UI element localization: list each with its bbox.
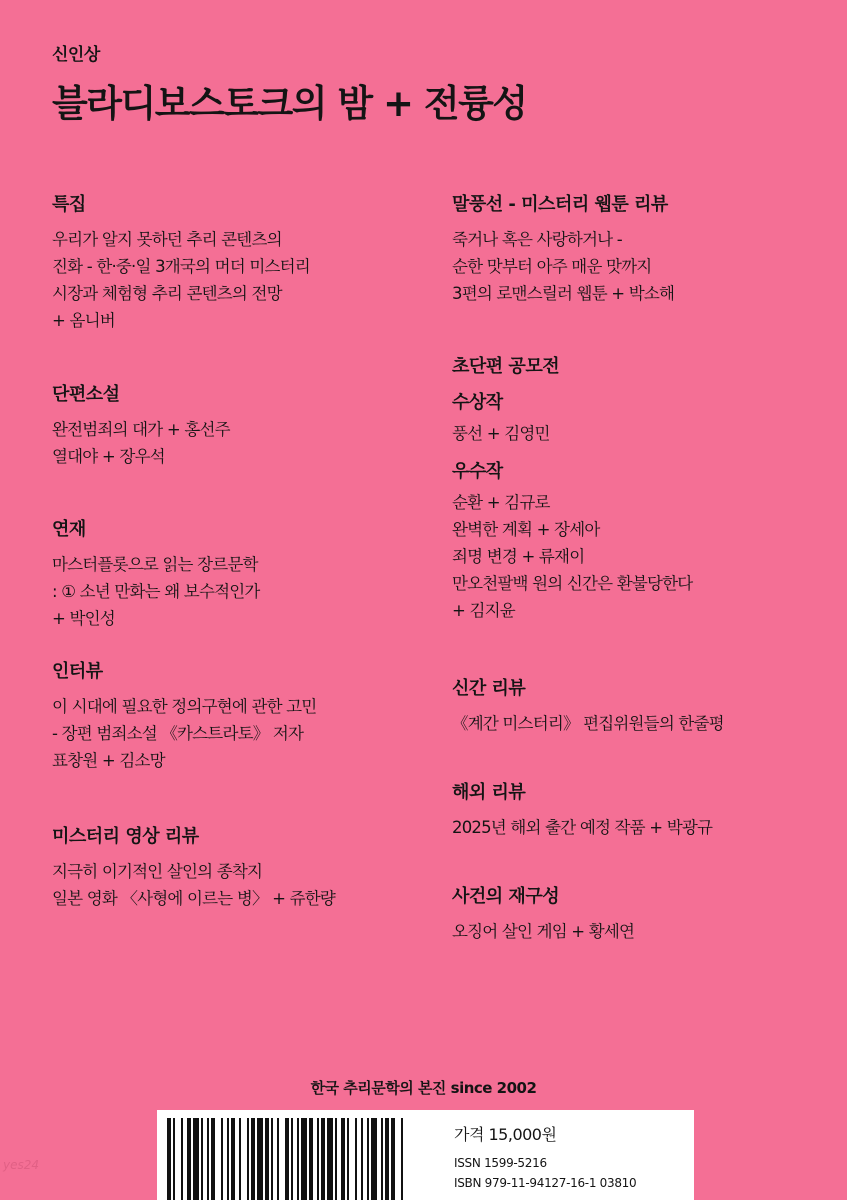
header bbox=[52, 40, 527, 127]
section-line: 《계간 미스터리》 편집위원들의 한줄평 bbox=[452, 714, 724, 733]
section-heading: 연재 bbox=[52, 519, 86, 540]
isbn-label: ISBN 979-11-94127-16-1 03810 bbox=[454, 1176, 637, 1190]
price-label: 가격 15,000원 bbox=[454, 1125, 557, 1144]
section-line: + 옴니버 bbox=[52, 311, 115, 330]
section-line: - 장편 범죄소설 《카스트라토》 저자 bbox=[52, 724, 304, 743]
section-heading: 미스터리 영상 리뷰 bbox=[52, 826, 199, 847]
section-line: 표창원 + 김소망 bbox=[52, 751, 165, 770]
section-line: + 김지윤 bbox=[452, 601, 515, 620]
section-line: 오징어 살인 게임 + 황세연 bbox=[452, 922, 635, 941]
section-heading: 특집 bbox=[52, 194, 86, 215]
section-line: 완벽한 계획 + 장세아 bbox=[452, 520, 600, 539]
section-new-book-review bbox=[452, 674, 724, 737]
issn-label: ISSN 1599-5216 bbox=[454, 1156, 547, 1170]
section-line: 풍선 + 김영민 bbox=[452, 424, 550, 443]
section-line: 순환 + 김규로 bbox=[452, 493, 550, 512]
section-line: + 박인성 bbox=[52, 609, 115, 628]
section-serial bbox=[52, 515, 260, 632]
section-heading: 신간 리뷰 bbox=[452, 678, 526, 699]
section-line: : ① 소년 만화는 왜 보수적인가 bbox=[52, 582, 260, 601]
section-line: 지극히 이기적인 살인의 종착지 bbox=[52, 862, 263, 881]
section-line: 순한 맛부터 아주 매운 맛까지 bbox=[452, 257, 652, 276]
section-interview bbox=[52, 657, 316, 774]
section-line: 이 시대에 필요한 정의구현에 관한 고민 bbox=[52, 697, 317, 716]
section-line: 진화 - 한·중·일 3개국의 머더 미스터리 bbox=[52, 257, 310, 276]
section-feature bbox=[52, 190, 310, 334]
section-line: 죽거나 혹은 사랑하거나 - bbox=[452, 230, 622, 249]
section-heading: 해외 리뷰 bbox=[452, 782, 526, 803]
footer-tagline: 한국 추리문학의 본진 since 2002 bbox=[310, 1079, 537, 1097]
section-line: 마스터플롯으로 읽는 장르문학 bbox=[52, 555, 258, 574]
winner-label: 수상작 bbox=[452, 392, 503, 413]
section-heading: 사건의 재구성 bbox=[452, 886, 560, 907]
section-line: 3편의 로맨스릴러 웹툰 + 박소해 bbox=[452, 284, 675, 303]
section-line: 죄명 변경 + 류재이 bbox=[452, 547, 585, 566]
section-line: 시장과 체험형 추리 콘텐츠의 전망 bbox=[52, 284, 282, 303]
section-line: 만오천팔백 원의 신간은 환불당한다 bbox=[452, 574, 693, 593]
section-line: 2025년 해외 출간 예정 작품 + 박광규 bbox=[452, 818, 713, 837]
section-line: 우리가 알지 못하던 추리 콘텐츠의 bbox=[52, 230, 282, 249]
section-contest bbox=[452, 352, 692, 624]
header-subtitle: 신인상 bbox=[52, 45, 100, 65]
price-info bbox=[454, 1122, 636, 1193]
barcode-panel bbox=[157, 1110, 694, 1200]
watermark: yes24 bbox=[3, 1158, 40, 1172]
section-line: 열대야 + 장우석 bbox=[52, 447, 165, 466]
section-short-stories bbox=[52, 380, 230, 470]
header-title: 블라디보스토크의 밤 + 전륭성 bbox=[52, 82, 527, 125]
section-webtoon-review bbox=[452, 190, 674, 307]
section-video-review bbox=[52, 822, 335, 912]
section-heading: 초단편 공모전 bbox=[452, 356, 560, 377]
section-heading: 말풍선 - 미스터리 웹툰 리뷰 bbox=[452, 194, 668, 215]
section-reconstruction bbox=[452, 882, 634, 945]
section-line: 일본 영화 〈사형에 이르는 병〉 + 쥬한량 bbox=[52, 889, 336, 908]
section-line: 완전범죄의 대가 + 홍선주 bbox=[52, 420, 230, 439]
excellent-label: 우수작 bbox=[452, 461, 503, 482]
section-heading: 단편소설 bbox=[52, 384, 120, 405]
section-overseas-review bbox=[452, 778, 712, 841]
section-heading: 인터뷰 bbox=[52, 661, 103, 682]
